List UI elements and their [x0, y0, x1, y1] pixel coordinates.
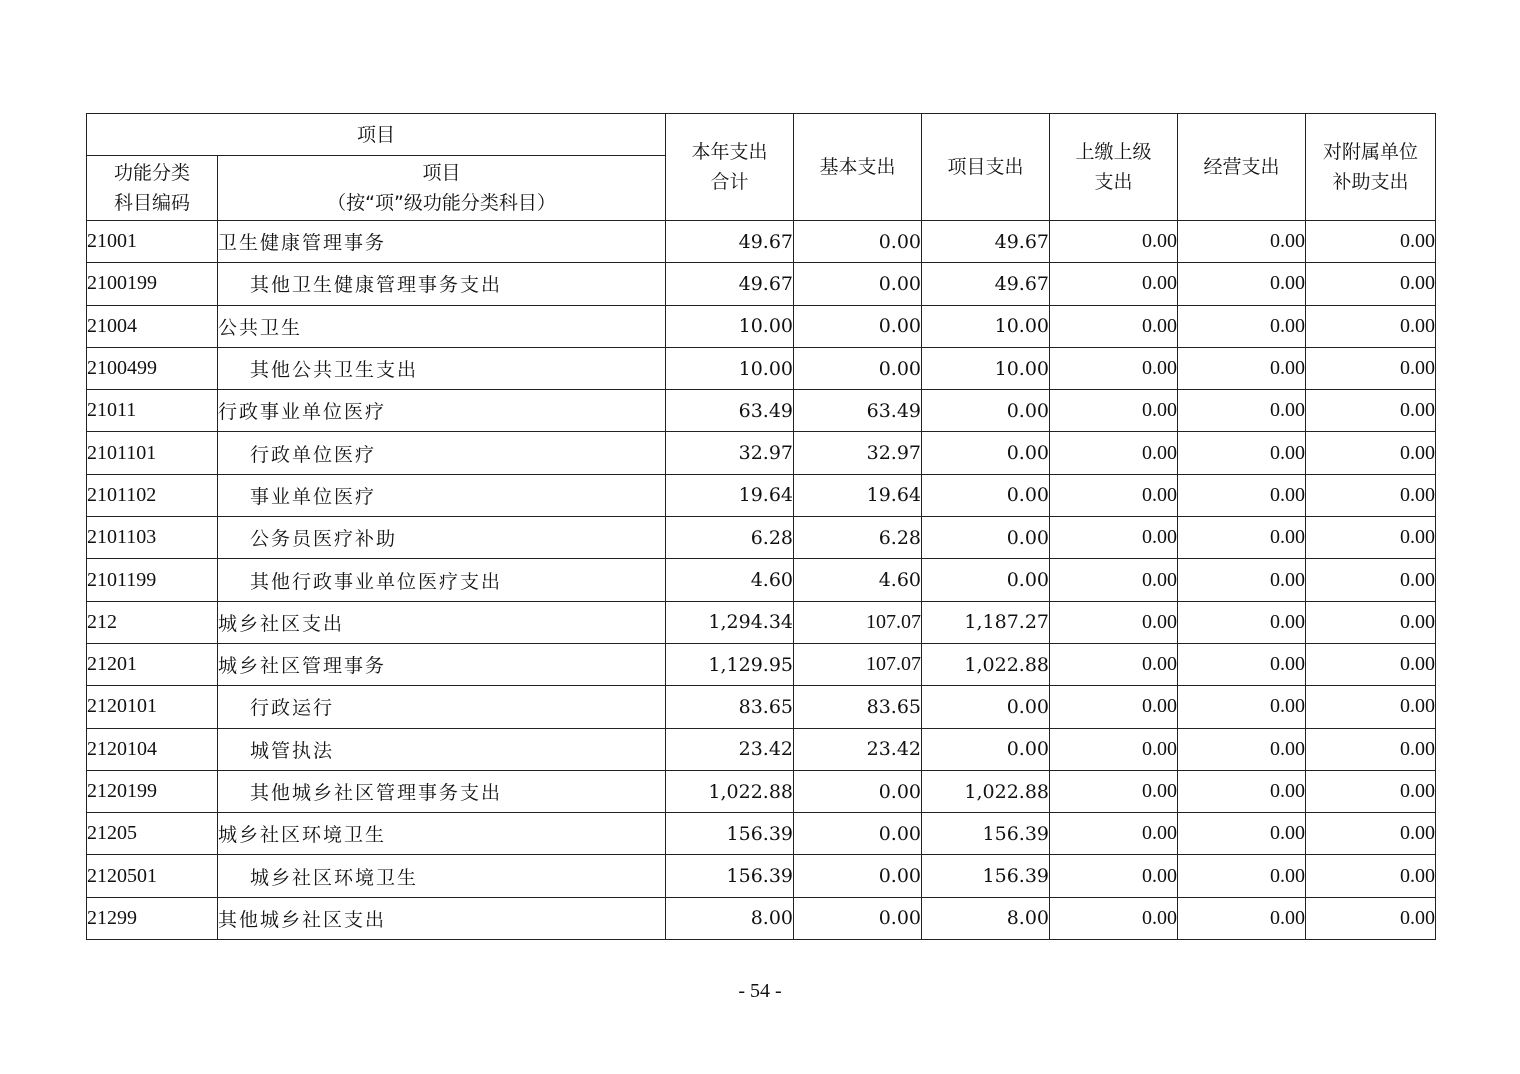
row-upper: 0.00: [1050, 855, 1178, 897]
table-row: [87, 855, 1436, 897]
row-subsidy: 0.00: [1306, 813, 1436, 855]
row-name: 其他行政事业单位医疗支出: [218, 559, 666, 601]
row-basic: 63.49: [794, 390, 922, 432]
row-subsidy: 0.00: [1306, 221, 1436, 263]
row-total: 32.97: [666, 432, 794, 474]
row-project: 0.00: [922, 728, 1050, 770]
row-upper: 0.00: [1050, 347, 1178, 389]
row-total: 63.49: [666, 390, 794, 432]
row-project: 0.00: [922, 474, 1050, 516]
row-subsidy: 0.00: [1306, 305, 1436, 347]
row-upper: 0.00: [1050, 390, 1178, 432]
row-business: 0.00: [1178, 390, 1306, 432]
row-code: 212: [87, 601, 218, 643]
row-total: 49.67: [666, 221, 794, 263]
table-row: [87, 347, 1436, 389]
row-business: 0.00: [1178, 305, 1306, 347]
table-row: [87, 474, 1436, 516]
row-business: 0.00: [1178, 643, 1306, 685]
row-project: 10.00: [922, 305, 1050, 347]
row-upper: 0.00: [1050, 813, 1178, 855]
row-project: 0.00: [922, 686, 1050, 728]
row-total: 6.28: [666, 517, 794, 559]
row-name: 城乡社区环境卫生: [218, 855, 666, 897]
row-subsidy: 0.00: [1306, 474, 1436, 516]
row-project: 0.00: [922, 517, 1050, 559]
row-total: 1,294.34: [666, 601, 794, 643]
row-code: 2120199: [87, 770, 218, 812]
row-code: 2120101: [87, 686, 218, 728]
row-name: 城乡社区管理事务: [218, 643, 666, 685]
row-total: 19.64: [666, 474, 794, 516]
row-upper: 0.00: [1050, 263, 1178, 305]
row-name: 行政运行: [218, 686, 666, 728]
row-upper: 0.00: [1050, 643, 1178, 685]
row-name: 城管执法: [218, 728, 666, 770]
table-row: [87, 770, 1436, 812]
table-row: [87, 432, 1436, 474]
row-subsidy: 0.00: [1306, 347, 1436, 389]
row-subsidy: 0.00: [1306, 559, 1436, 601]
header-upper: 上缴上级 支出: [1050, 114, 1178, 221]
table-row: [87, 559, 1436, 601]
row-upper: 0.00: [1050, 686, 1178, 728]
expenditure-table: [86, 113, 1436, 940]
row-code: 21205: [87, 813, 218, 855]
row-code: 2100199: [87, 263, 218, 305]
row-business: 0.00: [1178, 517, 1306, 559]
row-subsidy: 0.00: [1306, 517, 1436, 559]
row-business: 0.00: [1178, 432, 1306, 474]
row-name: 卫生健康管理事务: [218, 221, 666, 263]
row-name: 公共卫生: [218, 305, 666, 347]
table-row: [87, 813, 1436, 855]
row-name: 城乡社区支出: [218, 601, 666, 643]
row-total: 23.42: [666, 728, 794, 770]
row-business: 0.00: [1178, 221, 1306, 263]
row-total: 1,022.88: [666, 770, 794, 812]
header-name: 项目 （按“项”级功能分类科目）: [218, 156, 666, 221]
row-project: 10.00: [922, 347, 1050, 389]
row-name: 其他城乡社区支出: [218, 897, 666, 939]
row-project: 8.00: [922, 897, 1050, 939]
row-code: 21011: [87, 390, 218, 432]
row-project: 0.00: [922, 432, 1050, 474]
row-code: 2120501: [87, 855, 218, 897]
row-code: 21299: [87, 897, 218, 939]
row-basic: 83.65: [794, 686, 922, 728]
row-name: 事业单位医疗: [218, 474, 666, 516]
table-row: [87, 221, 1436, 263]
row-upper: 0.00: [1050, 474, 1178, 516]
row-code: 21001: [87, 221, 218, 263]
table-row: [87, 897, 1436, 939]
row-upper: 0.00: [1050, 728, 1178, 770]
table-row: [87, 517, 1436, 559]
row-subsidy: 0.00: [1306, 643, 1436, 685]
row-basic: 0.00: [794, 770, 922, 812]
header-total: 本年支出 合计: [666, 114, 794, 221]
row-upper: 0.00: [1050, 305, 1178, 347]
row-business: 0.00: [1178, 601, 1306, 643]
row-basic: 0.00: [794, 347, 922, 389]
row-project: 49.67: [922, 221, 1050, 263]
row-code: 21004: [87, 305, 218, 347]
row-upper: 0.00: [1050, 897, 1178, 939]
row-business: 0.00: [1178, 897, 1306, 939]
table-row: [87, 686, 1436, 728]
row-business: 0.00: [1178, 855, 1306, 897]
row-basic: 32.97: [794, 432, 922, 474]
row-project: 1,022.88: [922, 643, 1050, 685]
table-row: [87, 728, 1436, 770]
row-code: 2101103: [87, 517, 218, 559]
row-subsidy: 0.00: [1306, 686, 1436, 728]
row-code: 21201: [87, 643, 218, 685]
row-code: 2101199: [87, 559, 218, 601]
row-subsidy: 0.00: [1306, 728, 1436, 770]
row-business: 0.00: [1178, 263, 1306, 305]
row-basic: 0.00: [794, 897, 922, 939]
row-business: 0.00: [1178, 559, 1306, 601]
row-basic: 0.00: [794, 813, 922, 855]
row-business: 0.00: [1178, 728, 1306, 770]
row-business: 0.00: [1178, 474, 1306, 516]
row-upper: 0.00: [1050, 221, 1178, 263]
header-code: 功能分类 科目编码: [87, 156, 218, 221]
page-number: - 54 -: [738, 980, 782, 1002]
row-subsidy: 0.00: [1306, 770, 1436, 812]
row-upper: 0.00: [1050, 559, 1178, 601]
row-name: 行政事业单位医疗: [218, 390, 666, 432]
table-row: [87, 643, 1436, 685]
row-basic: 6.28: [794, 517, 922, 559]
header-item: 项目: [87, 114, 666, 156]
row-upper: 0.00: [1050, 770, 1178, 812]
row-code: 2100499: [87, 347, 218, 389]
row-total: 1,129.95: [666, 643, 794, 685]
row-total: 156.39: [666, 855, 794, 897]
header-subsidy: 对附属单位 补助支出: [1306, 114, 1436, 221]
row-project: 49.67: [922, 263, 1050, 305]
row-basic: 23.42: [794, 728, 922, 770]
row-total: 156.39: [666, 813, 794, 855]
row-subsidy: 0.00: [1306, 897, 1436, 939]
row-basic: 107.07: [794, 601, 922, 643]
row-project: 1,187.27: [922, 601, 1050, 643]
row-business: 0.00: [1178, 770, 1306, 812]
row-name: 其他城乡社区管理事务支出: [218, 770, 666, 812]
row-name: 公务员医疗补助: [218, 517, 666, 559]
row-name: 其他公共卫生支出: [218, 347, 666, 389]
row-upper: 0.00: [1050, 601, 1178, 643]
row-name: 行政单位医疗: [218, 432, 666, 474]
row-basic: 19.64: [794, 474, 922, 516]
table-row: [87, 601, 1436, 643]
row-project: 1,022.88: [922, 770, 1050, 812]
row-code: 2101101: [87, 432, 218, 474]
row-basic: 0.00: [794, 305, 922, 347]
row-subsidy: 0.00: [1306, 432, 1436, 474]
row-project: 156.39: [922, 813, 1050, 855]
row-code: 2101102: [87, 474, 218, 516]
row-basic: 0.00: [794, 221, 922, 263]
row-basic: 4.60: [794, 559, 922, 601]
row-upper: 0.00: [1050, 432, 1178, 474]
header-project: 项目支出: [922, 114, 1050, 221]
table-row: [87, 390, 1436, 432]
row-basic: 0.00: [794, 263, 922, 305]
row-project: 0.00: [922, 390, 1050, 432]
row-business: 0.00: [1178, 813, 1306, 855]
table-row: [87, 263, 1436, 305]
header-basic: 基本支出: [794, 114, 922, 221]
table-row: [87, 305, 1436, 347]
row-upper: 0.00: [1050, 517, 1178, 559]
row-total: 8.00: [666, 897, 794, 939]
row-name: 城乡社区环境卫生: [218, 813, 666, 855]
row-name: 其他卫生健康管理事务支出: [218, 263, 666, 305]
row-project: 0.00: [922, 559, 1050, 601]
row-business: 0.00: [1178, 686, 1306, 728]
row-total: 10.00: [666, 305, 794, 347]
row-project: 156.39: [922, 855, 1050, 897]
row-basic: 0.00: [794, 855, 922, 897]
row-code: 2120104: [87, 728, 218, 770]
row-total: 83.65: [666, 686, 794, 728]
row-subsidy: 0.00: [1306, 263, 1436, 305]
row-subsidy: 0.00: [1306, 855, 1436, 897]
row-subsidy: 0.00: [1306, 601, 1436, 643]
row-basic: 107.07: [794, 643, 922, 685]
row-total: 10.00: [666, 347, 794, 389]
row-subsidy: 0.00: [1306, 390, 1436, 432]
row-total: 49.67: [666, 263, 794, 305]
header-business: 经营支出: [1178, 114, 1306, 221]
row-total: 4.60: [666, 559, 794, 601]
row-business: 0.00: [1178, 347, 1306, 389]
